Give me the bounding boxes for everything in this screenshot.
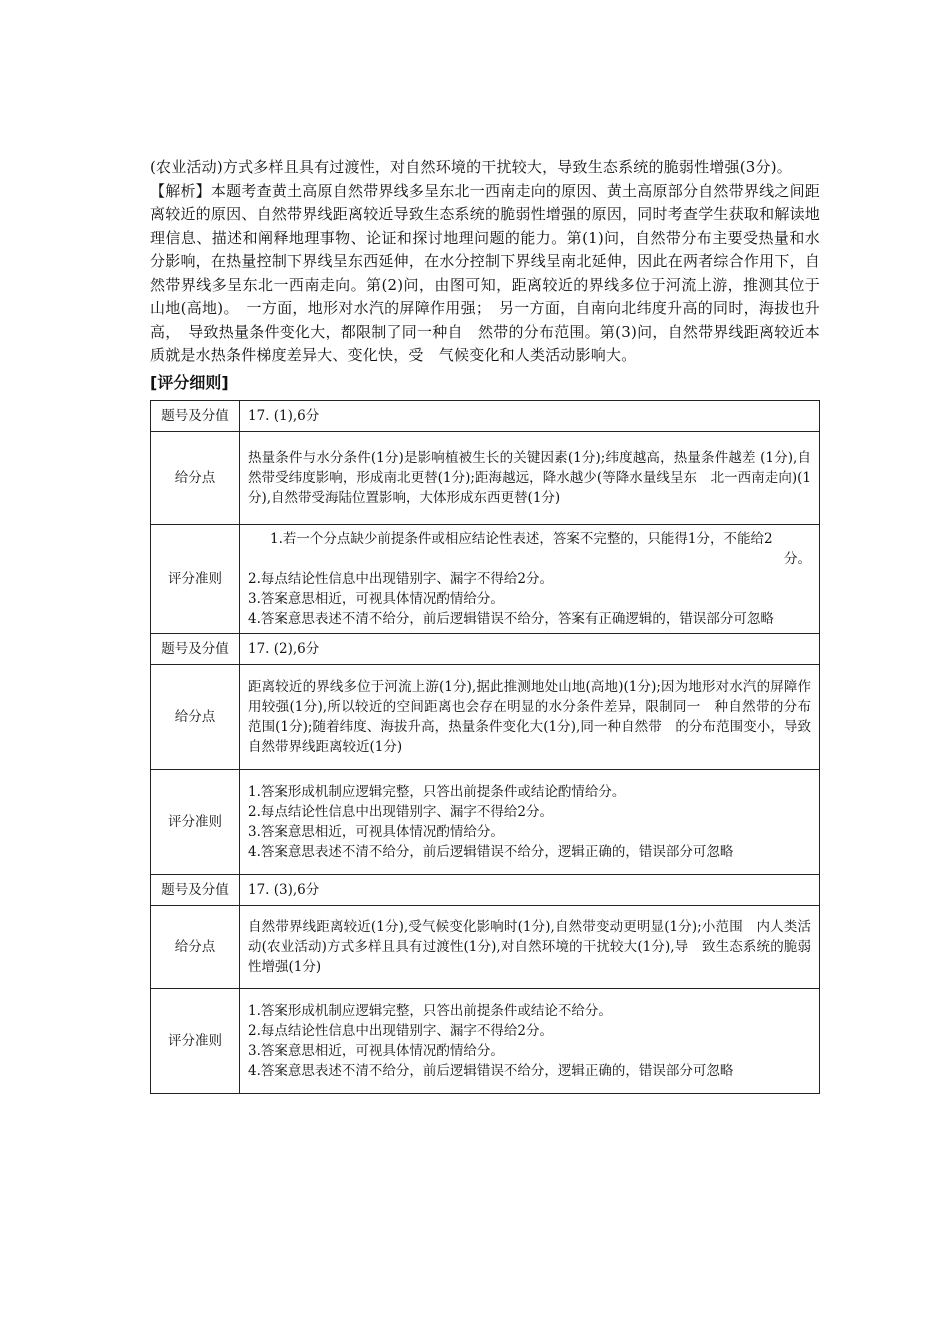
question-value: 17. (2),6分 (240, 633, 820, 664)
intro-text (150, 156, 820, 368)
rule-line: 1.若一个分点缺少前提条件或相应结论性表述，答案不完整的，只能得1分，不能给2 (270, 530, 773, 547)
points-label: 给分点 (151, 431, 240, 524)
rule-line: 2.每点结论性信息中出现错别字、漏字不得给2分。 (248, 1022, 553, 1039)
rule-line: 3.答案意思相近，可视具体情况酌情给分。 (248, 590, 504, 607)
question-label: 题号及分值 (151, 874, 240, 905)
rule-line: 4.答案意思表述不清不给分，前后逻辑错误不给分，答案有正确逻辑的，错误部分可忽略 (248, 610, 774, 627)
points-text: 自然带界线距离较近(1分),受气候变化影响时(1分),自然带变动更明显(1分);小范围 内人类活动(农业活动)方式多样且具有过渡性(1分),对自然环境的干扰较大(1分),导 致生态系统的脆弱性增强(1分) (240, 905, 820, 988)
rules-cell (240, 988, 820, 1093)
rules-cell (240, 769, 820, 874)
table-row (151, 988, 820, 1093)
question-label: 题号及分值 (151, 633, 240, 664)
analysis-paragraph: 【解析】本题考查黄土高原自然带界线多呈东北一西南走向的原因、黄土高原部分自然带界线之间距离较近的原因、自然带界线距离较近导致生态系统的脆弱性增强的原因，同时考查学生获取和解读地理信息、描述和阐释地理事物、论证和探讨地理问题的能力。第(1)问，自然带分布主要受热量和水分影响，在热量控制下界线呈东西延伸，在水分控制下界线呈南北延伸，因此在两者综合作用下，自然带界线多呈东北一西南走向。第(2)问，由图可知，距离较近的界线多位于河流上游，推测其位于山地(高地)。 一方面，地形对水汽的屏障作用强； 另一方面，自南向北纬度升高的同时，海拔也升高， 导致热量条件变化大，都限制了同一种自 然带的分布范围。第(3)问，自然带界线距离较近本质就是水热条件梯度差异大、变化快，受 气候变化和人类活动影响大。 (150, 181, 820, 364)
points-label: 给分点 (151, 905, 240, 988)
rule-line: 3.答案意思相近，可视具体情况酌情给分。 (248, 823, 504, 840)
question-value: 17. (1),6分 (240, 400, 820, 431)
rule-line: 2.每点结论性信息中出现错别字、漏字不得给2分。 (248, 570, 553, 587)
table-row (151, 400, 820, 431)
rule-line: 4.答案意思表述不清不给分，前后逻辑错误不给分，逻辑正确的，错误部分可忽略 (248, 1062, 734, 1079)
rule-line: 1.答案形成机制应逻辑完整，只答出前提条件或结论酌情给分。 (248, 783, 626, 800)
table-row (151, 633, 820, 664)
rules-label: 评分准则 (151, 769, 240, 874)
answer-continuation: (农业活动)方式多样且具有过渡性，对自然环境的干扰较大，导致生态系统的脆弱性增强(3分)。 (150, 158, 792, 176)
document-page (150, 156, 820, 1094)
grading-table (150, 400, 820, 1094)
question-value: 17. (3),6分 (240, 874, 820, 905)
points-text: 热量条件与水分条件(1分)是影响植被生长的关键因素(1分);纬度越高，热量条件越差 (1分),自然带受纬度影响，形成南北更替(1分);距海越远，降水越少(等降水量线呈东 北一西南走向)(1分),自然带受海陆位置影响，大体形成东西更替(1分) (240, 431, 820, 524)
points-text: 距离较近的界线多位于河流上游(1分),据此推测地处山地(高地)(1分);因为地形对水汽的屏障作用较强(1分),所以较近的空间距离也会存在明显的水分条件差异，限制同一 种自然带的分布范围(1分);随着纬度、海拔升高，热量条件变化大(1分),同一种自然带 的分布范围变小，导致自然带界线距离较近(1分) (240, 664, 820, 769)
table-row (151, 874, 820, 905)
table-row (151, 431, 820, 524)
rule-line: 分。 (784, 550, 811, 567)
table-row (151, 524, 820, 633)
rule-line: 3.答案意思相近，可视具体情况酌情给分。 (248, 1042, 504, 1059)
points-label: 给分点 (151, 664, 240, 769)
question-label: 题号及分值 (151, 400, 240, 431)
rule-line: 4.答案意思表述不清不给分，前后逻辑错误不给分，逻辑正确的，错误部分可忽略 (248, 843, 734, 860)
rules-label: 评分准则 (151, 988, 240, 1093)
table-row (151, 664, 820, 769)
rule-line: 2.每点结论性信息中出现错别字、漏字不得给2分。 (248, 803, 553, 820)
rules-label: 评分准则 (151, 524, 240, 633)
section-title: [评分细则] (150, 372, 229, 392)
rules-cell (240, 524, 820, 633)
table-row (151, 769, 820, 874)
table-row (151, 905, 820, 988)
rule-line: 1.答案形成机制应逻辑完整，只答出前提条件或结论不给分。 (248, 1002, 612, 1019)
